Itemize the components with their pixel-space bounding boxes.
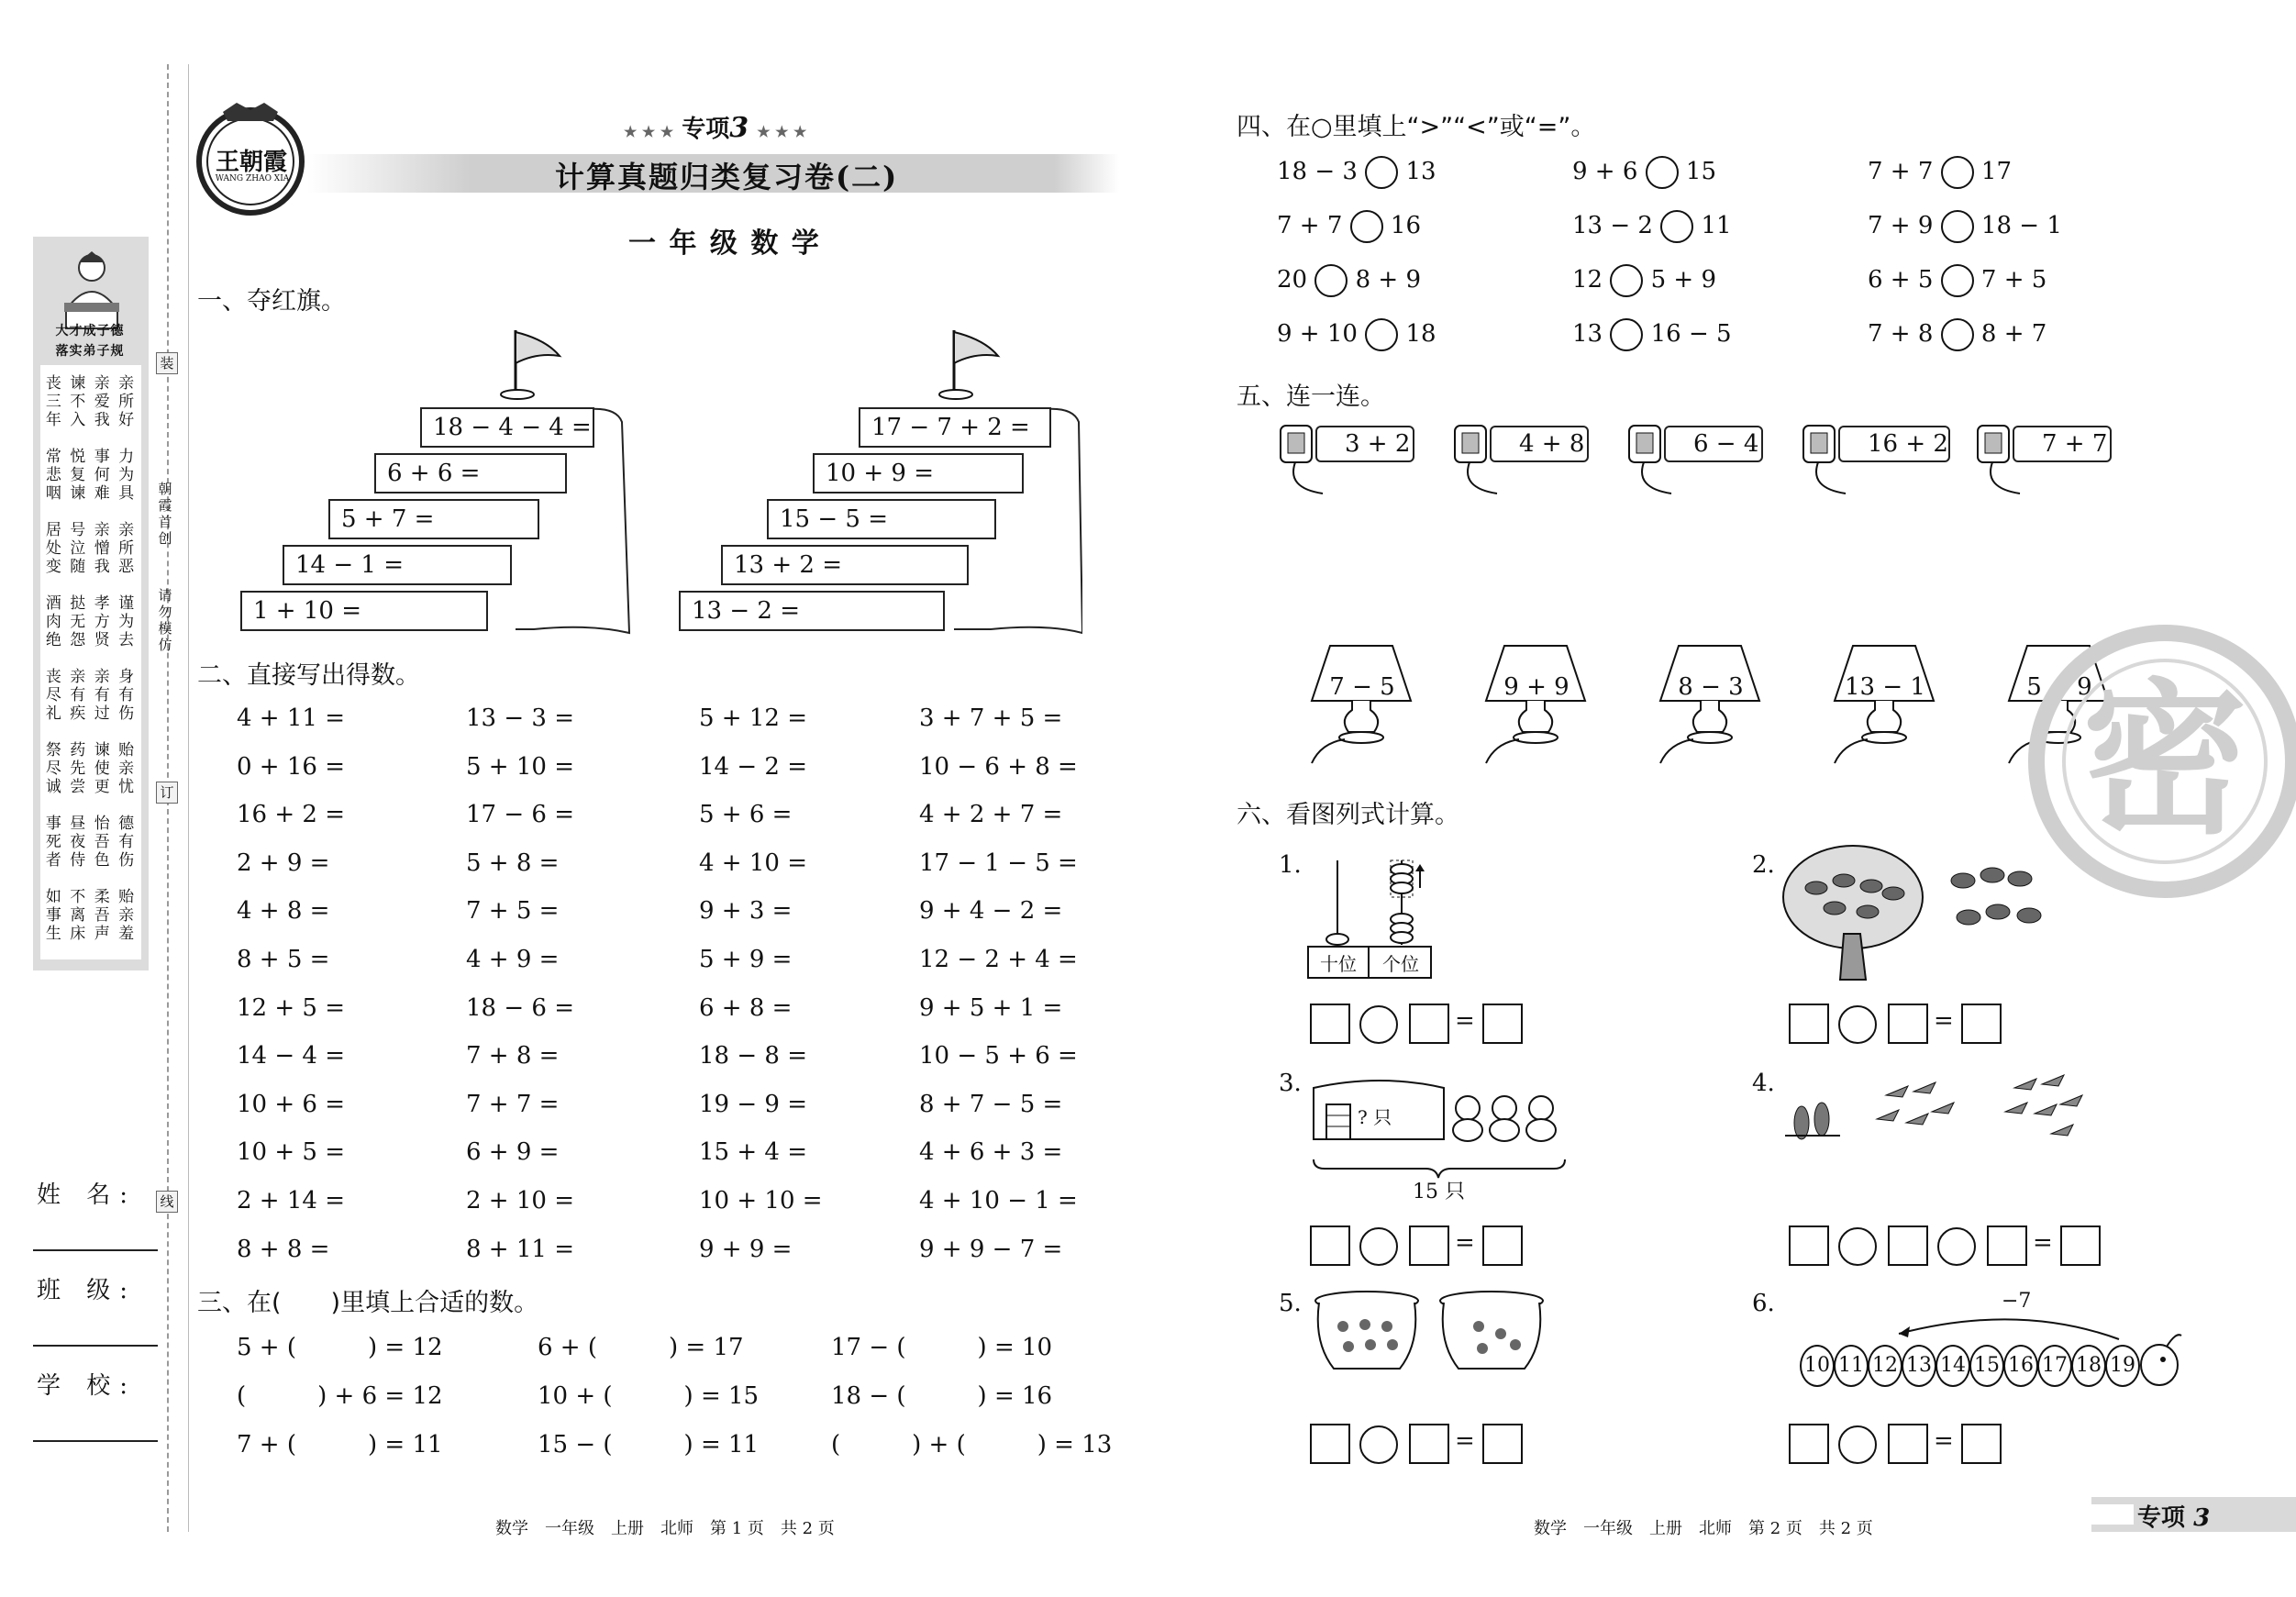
poem-line: 丧 亲 亲 身 [45, 668, 137, 686]
compare-right: 8 + 9 [1348, 266, 1422, 294]
fill-blank-item[interactable]: ( ) + ( ) = 13 [831, 1431, 1113, 1458]
compare-right: 17 [1973, 158, 2013, 185]
plug-label[interactable]: 4 + 8 [1490, 426, 1589, 462]
compare-item [1868, 156, 2012, 189]
poem-line: 礼 疾 过 伤 [45, 704, 137, 723]
compare-item [1868, 318, 2046, 351]
operator-circle[interactable] [1838, 1425, 1877, 1464]
operator-circle[interactable] [1359, 1425, 1398, 1464]
minus-seven-label: −7 [2002, 1290, 2032, 1313]
compare-circle[interactable] [1660, 210, 1693, 243]
compare-right: 15 [1678, 158, 1717, 185]
compare-left: 9 + 10 [1277, 320, 1366, 348]
poem-block [40, 888, 141, 943]
equals-sign: = [1934, 1007, 1954, 1035]
page-title: 计算真题归类复习卷(二) [555, 160, 899, 194]
stairs-left [240, 404, 644, 642]
answer-box[interactable] [1888, 1424, 1928, 1464]
side-cap-warning [155, 587, 175, 653]
side-cap-staple: 订 [156, 782, 178, 804]
answer-box[interactable] [1961, 1004, 2002, 1044]
fishbowls-picture [1312, 1288, 1550, 1380]
fill-blank-item[interactable]: ( ) + 6 = 12 [237, 1382, 443, 1410]
stair-step[interactable]: 13 − 2 = [679, 591, 945, 631]
calc-item[interactable]: 10 + 5 = [237, 1138, 345, 1167]
calc-item[interactable]: 7 + 7 = [466, 1090, 560, 1118]
margin-line [188, 64, 189, 1532]
topic-number: 3 [729, 112, 749, 144]
poem-line: 常 悦 事 力 [45, 448, 137, 466]
plug-label[interactable]: 7 + 7 [2013, 426, 2112, 462]
lamp-icon[interactable] [1477, 642, 1596, 771]
compare-item [1277, 318, 1436, 351]
compare-right: 11 [1693, 212, 1732, 239]
plug-label[interactable]: 6 − 4 [1664, 426, 1763, 462]
calc-item[interactable]: 5 + 8 = [466, 848, 560, 877]
calc-item[interactable]: 3 + 7 + 5 = [919, 704, 1063, 732]
class-line[interactable] [33, 1345, 158, 1347]
section-2-label: 二、直接写出得数。 [197, 661, 420, 690]
calc-item[interactable]: 10 − 5 + 6 = [919, 1042, 1078, 1070]
compare-left: 6 + 5 [1868, 266, 1941, 294]
poem-line: 酒 挞 孝 谨 [45, 594, 137, 613]
compare-item [1868, 210, 2062, 243]
poem-block [40, 741, 141, 796]
footer-tab-label [2137, 1499, 2210, 1533]
calc-item[interactable]: 4 + 6 + 3 = [919, 1138, 1063, 1167]
stairs-right [679, 404, 1082, 642]
compare-right: 8 + 7 [1973, 320, 2047, 348]
compare-circle[interactable] [1350, 210, 1383, 243]
side-cap-brand-text: 朝霞首创 [158, 481, 172, 547]
calc-item[interactable]: 4 + 10 = [699, 848, 807, 877]
calc-item[interactable]: 10 + 10 = [699, 1187, 823, 1214]
compare-item [1572, 210, 1732, 243]
poem-line: 事 昼 怡 德 [45, 815, 137, 833]
plug-label[interactable]: 16 + 2 [1838, 426, 1950, 462]
abacus-ones-label: 个位 [1382, 953, 1419, 975]
operator-circle[interactable] [1359, 1227, 1398, 1266]
plug-label[interactable]: 3 + 2 [1315, 426, 1414, 462]
calc-item[interactable]: 18 − 8 = [699, 1042, 807, 1070]
poem-line: 绝 怨 贤 去 [45, 631, 137, 649]
problem-3-num: 3. [1279, 1070, 1302, 1097]
calc-item[interactable]: 17 − 6 = [466, 801, 574, 829]
calc-item[interactable]: 8 + 11 = [466, 1235, 574, 1263]
name-line[interactable] [33, 1249, 158, 1251]
equals-sign: = [2033, 1229, 2053, 1257]
fill-blank-item[interactable]: 17 − ( ) = 10 [831, 1334, 1053, 1361]
school-label: 学 校: [37, 1372, 138, 1400]
calc-item[interactable]: 5 + 9 = [699, 946, 793, 973]
compare-left: 7 + 7 [1277, 212, 1350, 239]
caterpillar-segment: 14 [1936, 1345, 1970, 1387]
poem-line: 丧 谏 亲 亲 [45, 374, 137, 393]
side-cap-warning-text: 请勿模仿 [158, 587, 172, 653]
compare-circle[interactable] [1610, 264, 1643, 297]
calc-item[interactable]: 4 + 11 = [237, 704, 345, 732]
answer-box[interactable] [1310, 1424, 1350, 1464]
compare-circle[interactable] [1365, 156, 1398, 189]
poem-line: 变 随 我 恶 [45, 558, 137, 576]
calc-item[interactable]: 5 + 6 = [699, 801, 793, 829]
compare-circle[interactable] [1941, 156, 1974, 189]
brand-name: 王朝霞 [215, 149, 287, 176]
answer-box[interactable] [1888, 1225, 1928, 1266]
answer-box[interactable] [1409, 1424, 1449, 1464]
compare-right: 16 − 5 [1643, 320, 1732, 348]
operator-circle[interactable] [1359, 1005, 1398, 1044]
poem-line: 肉 无 方 为 [45, 613, 137, 631]
compare-left: 13 − 2 [1572, 212, 1661, 239]
name-label: 姓 名: [37, 1181, 138, 1209]
poem-line: 死 夜 吾 有 [45, 833, 137, 851]
calc-item[interactable]: 6 + 8 = [699, 993, 793, 1022]
answer-box[interactable] [2060, 1225, 2101, 1266]
compare-circle[interactable] [1646, 156, 1679, 189]
stair-step[interactable]: 6 + 6 = [374, 453, 567, 494]
compare-circle[interactable] [1941, 264, 1974, 297]
compare-left: 18 − 3 [1277, 158, 1366, 185]
footer-tab-decor [2091, 1504, 2134, 1525]
poem-block [40, 374, 141, 429]
answer-box[interactable] [1310, 1004, 1350, 1044]
lamp-label: 8 − 3 [1678, 673, 1744, 701]
calc-item[interactable]: 9 + 9 − 7 = [919, 1235, 1063, 1263]
compare-right: 16 [1382, 212, 1422, 239]
lamp-icon[interactable] [1303, 642, 1422, 771]
answer-box[interactable] [1888, 1004, 1928, 1044]
calc-item[interactable]: 9 + 9 = [699, 1235, 793, 1263]
compare-circle[interactable] [1365, 318, 1398, 351]
answer-box[interactable] [1409, 1004, 1449, 1044]
compare-right: 13 [1398, 158, 1436, 185]
section-5-label: 五、连一连。 [1237, 383, 1385, 411]
side-cap-line: 线 [156, 1191, 178, 1213]
answer-box[interactable] [1789, 1004, 1829, 1044]
problem-6-num: 6. [1752, 1290, 1775, 1317]
fill-blank-item[interactable]: 15 − ( ) = 11 [538, 1431, 760, 1458]
equals-sign: = [1455, 1427, 1475, 1455]
answer-box[interactable] [1987, 1225, 2027, 1266]
equals-sign: = [1455, 1229, 1475, 1257]
calc-item[interactable]: 15 + 4 = [699, 1138, 807, 1167]
answer-box[interactable] [1482, 1004, 1523, 1044]
answer-box[interactable] [1961, 1424, 2002, 1464]
compare-right: 5 + 9 [1643, 266, 1717, 294]
compare-circle[interactable] [1610, 318, 1643, 351]
calc-item[interactable]: 6 + 9 = [466, 1138, 560, 1167]
compare-item [1277, 210, 1421, 243]
compare-right: 7 + 5 [1973, 266, 2047, 294]
caterpillar-arc [1890, 1308, 2128, 1345]
caterpillar-segment: 13 [1902, 1345, 1936, 1387]
compare-left: 20 [1277, 266, 1315, 294]
section-4-label: 四、在○里填上“>”“<”或“=”。 [1237, 113, 1596, 141]
calc-item[interactable]: 7 + 5 = [466, 897, 560, 926]
caterpillar-segment: 16 [2003, 1345, 2038, 1387]
section-1-label: 一、夺红旗。 [197, 287, 346, 316]
lamp-icon[interactable] [1651, 642, 1770, 771]
poem-line: 三 不 爱 所 [45, 393, 137, 411]
calc-item[interactable]: 7 + 8 = [466, 1042, 560, 1070]
calc-item[interactable]: 8 + 7 − 5 = [919, 1090, 1063, 1118]
problem-5-num: 5. [1279, 1290, 1302, 1317]
answer-box[interactable] [1409, 1225, 1449, 1266]
section-3-label: 三、在( )里填上合适的数。 [197, 1289, 539, 1317]
poem-block [40, 815, 141, 870]
calc-item[interactable]: 4 + 9 = [466, 946, 560, 973]
footer-tab-number: 3 [2193, 1504, 2211, 1532]
compare-left: 7 + 9 [1868, 212, 1941, 239]
calc-item[interactable]: 17 − 1 − 5 = [919, 848, 1078, 877]
side-cap-brand [155, 481, 175, 547]
poem-line: 悲 复 何 为 [45, 466, 137, 484]
calc-item[interactable]: 2 + 14 = [237, 1187, 345, 1214]
calc-item[interactable]: 14 − 2 = [699, 752, 807, 781]
stair-step[interactable]: 13 + 2 = [721, 545, 969, 585]
class-label: 班 级: [37, 1277, 138, 1304]
answer-box[interactable] [1789, 1225, 1829, 1266]
calc-item[interactable]: 4 + 2 + 7 = [919, 801, 1063, 829]
calc-item[interactable]: 4 + 10 − 1 = [919, 1187, 1078, 1214]
caterpillar-segment: 12 [1868, 1345, 1902, 1387]
house-question: ? 只 [1358, 1106, 1392, 1128]
equals-sign: = [1934, 1427, 1954, 1455]
poem-line: 祭 药 谏 贻 [45, 741, 137, 760]
compare-item [1277, 156, 1436, 189]
operator-circle[interactable] [1937, 1227, 1976, 1266]
motto-line-2: 落实弟子规 [55, 344, 125, 359]
poem-block [40, 521, 141, 576]
poem-line: 者 侍 色 伤 [45, 851, 137, 870]
footer-left: 数学 一年级 上册 北师 第 1 页 共 2 页 [495, 1519, 835, 1538]
fill-blank-item[interactable]: 10 + ( ) = 15 [538, 1382, 760, 1410]
poem-block [40, 594, 141, 649]
topic-prefix: 专项 [682, 116, 730, 143]
stair-step[interactable]: 14 − 1 = [283, 545, 512, 585]
poem-line: 尽 先 使 亲 [45, 760, 137, 778]
section-6-label: 六、看图列式计算。 [1237, 801, 1459, 829]
answer-box[interactable] [1482, 1424, 1523, 1464]
calc-item[interactable]: 5 + 10 = [466, 752, 574, 781]
poem-line: 事 离 吾 亲 [45, 906, 137, 925]
compare-left: 12 [1572, 266, 1611, 294]
answer-box[interactable] [1310, 1225, 1350, 1266]
answer-box[interactable] [1789, 1424, 1829, 1464]
caterpillar-segment: 10 [1800, 1345, 1835, 1387]
calc-item[interactable]: 12 − 2 + 4 = [919, 946, 1078, 973]
compare-left: 7 + 7 [1868, 158, 1941, 185]
calc-item[interactable]: 12 + 5 = [237, 993, 345, 1022]
compare-circle[interactable] [1941, 318, 1974, 351]
flag-left [495, 328, 587, 402]
poem-line: 居 号 亲 亲 [45, 521, 137, 539]
compare-right: 18 [1398, 320, 1436, 348]
caterpillar-segment: 18 [2071, 1345, 2106, 1387]
stair-step[interactable]: 1 + 10 = [240, 591, 488, 631]
calc-item[interactable]: 13 − 3 = [466, 704, 574, 732]
fill-blank-item[interactable]: 18 − ( ) = 16 [831, 1382, 1053, 1410]
fill-blank-item[interactable]: 7 + ( ) = 11 [237, 1431, 443, 1458]
school-line[interactable] [33, 1440, 158, 1442]
calc-item[interactable]: 9 + 3 = [699, 897, 793, 926]
fill-blank-item[interactable]: 5 + ( ) = 12 [237, 1334, 443, 1361]
poem-line: 诚 尝 更 忧 [45, 778, 137, 796]
abacus-tens-label: 十位 [1320, 953, 1357, 975]
stair-step[interactable]: 18 − 4 − 4 = [420, 407, 594, 448]
calc-item[interactable]: 4 + 8 = [237, 897, 330, 926]
compare-circle[interactable] [1314, 264, 1348, 297]
brace-total: 15 只 [1413, 1181, 1465, 1203]
compare-item [1868, 264, 2046, 297]
lamp-icon[interactable] [1825, 642, 1945, 771]
problem-2-num: 2. [1752, 851, 1775, 879]
calc-item[interactable]: 10 + 6 = [237, 1090, 345, 1118]
calc-item[interactable]: 10 − 6 + 8 = [919, 752, 1078, 781]
page-subtitle: 一 年 级 数 学 [628, 227, 821, 260]
lamp-label: 9 + 9 [1503, 673, 1569, 701]
lamp-label: 13 − 1 [1845, 673, 1925, 701]
abacus-picture [1306, 851, 1435, 981]
problem-1-num: 1. [1279, 851, 1302, 879]
compare-left: 7 + 8 [1868, 320, 1941, 348]
caterpillar-segment: 11 [1834, 1345, 1869, 1387]
calc-item[interactable]: 9 + 5 + 1 = [919, 993, 1063, 1022]
lamp-label: 5 + 9 [2026, 673, 2092, 701]
compare-item [1572, 156, 1716, 189]
tree-birds-picture [1780, 842, 2073, 989]
calc-item[interactable]: 2 + 10 = [466, 1187, 574, 1214]
calc-item[interactable]: 9 + 4 − 2 = [919, 897, 1063, 926]
compare-item [1277, 264, 1421, 297]
calc-item[interactable]: 8 + 5 = [237, 946, 330, 973]
equals-sign: = [1455, 1007, 1475, 1035]
stamp-text: 密 [2082, 665, 2248, 857]
caterpillar-segment: 15 [1969, 1345, 2004, 1387]
poem-line: 尽 有 有 有 [45, 686, 137, 704]
stair-step[interactable]: 5 + 7 = [328, 499, 539, 539]
stair-step[interactable]: 15 − 5 = [767, 499, 996, 539]
caterpillar-segment: 17 [2037, 1345, 2072, 1387]
caterpillar-segment: 19 [2105, 1345, 2140, 1387]
calc-item[interactable]: 18 − 6 = [466, 993, 574, 1022]
calc-item[interactable]: 19 − 9 = [699, 1090, 807, 1118]
poem-block [40, 448, 141, 503]
calc-item[interactable]: 2 + 9 = [237, 848, 330, 877]
poem-line: 处 泣 憎 所 [45, 539, 137, 558]
fill-blank-item[interactable]: 6 + ( ) = 17 [538, 1334, 744, 1361]
compare-item [1572, 318, 1732, 351]
motto-line-1: 大才成子德 [55, 324, 125, 338]
stair-step[interactable]: 10 + 9 = [813, 453, 1024, 494]
compare-right: 18 − 1 [1973, 212, 2062, 239]
poem-line: 咽 谏 难 具 [45, 484, 137, 503]
answer-box[interactable] [1482, 1225, 1523, 1266]
footer-tab-text: 专项 [2137, 1504, 2186, 1532]
poem-line: 如 不 柔 贻 [45, 888, 137, 906]
compare-left: 9 + 6 [1572, 158, 1646, 185]
footer-tab [2091, 1497, 2296, 1532]
topic-label: ★ ★ ★ 专项3 ★ ★ ★ [624, 112, 807, 144]
operator-circle[interactable] [1838, 1005, 1877, 1044]
calc-item[interactable]: 0 + 16 = [237, 752, 345, 781]
compare-circle[interactable] [1941, 210, 1974, 243]
calc-item[interactable]: 16 + 2 = [237, 801, 345, 829]
problem-4-num: 4. [1752, 1070, 1775, 1097]
calc-item[interactable]: 8 + 8 = [237, 1235, 330, 1263]
footer-right: 数学 一年级 上册 北师 第 2 页 共 2 页 [1534, 1519, 1873, 1538]
brand-sub: WANG ZHAO XIA [215, 174, 290, 183]
birds-picture [1785, 1068, 2115, 1178]
lamp-label: 7 − 5 [1329, 673, 1395, 701]
calc-item[interactable]: 14 − 4 = [237, 1042, 345, 1070]
compare-item [1572, 264, 1716, 297]
poem-line: 生 床 声 羞 [45, 925, 137, 943]
flag-right [934, 328, 1026, 402]
poem-line: 年 入 我 好 [45, 411, 137, 429]
operator-circle[interactable] [1838, 1227, 1877, 1266]
calc-item[interactable]: 5 + 12 = [699, 704, 807, 732]
stair-step[interactable]: 17 − 7 + 2 = [859, 407, 1051, 448]
side-cap-bind: 装 [156, 352, 178, 374]
poem-block [40, 668, 141, 723]
compare-left: 13 [1572, 320, 1611, 348]
caterpillar-head [2139, 1328, 2191, 1387]
